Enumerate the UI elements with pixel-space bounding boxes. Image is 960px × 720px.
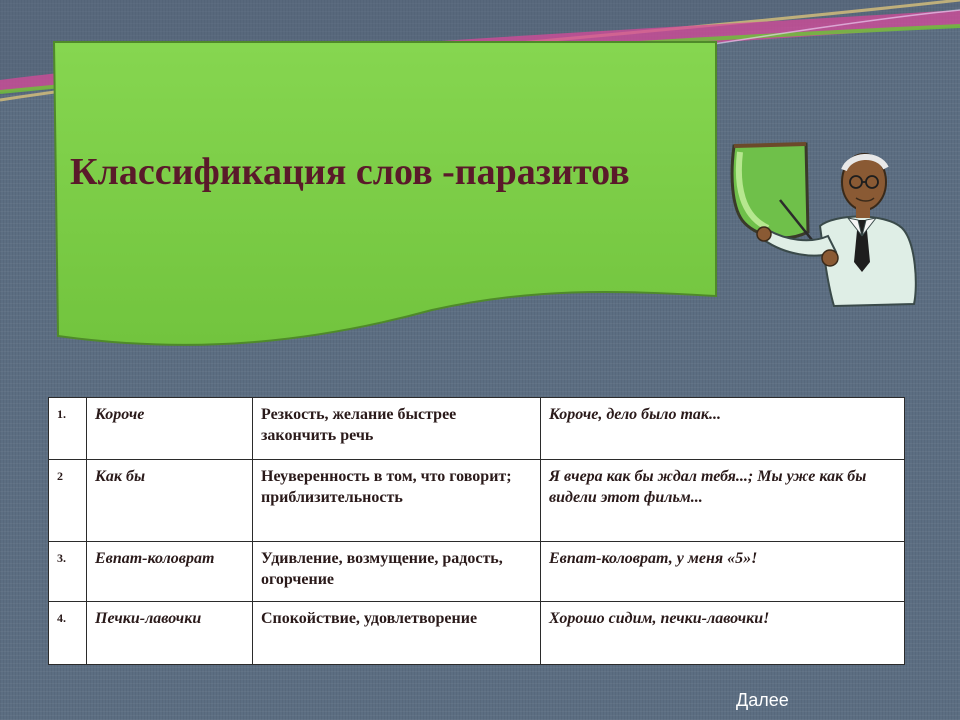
table-row xyxy=(49,398,905,460)
parasite-word: Как бы xyxy=(87,460,253,542)
usage-example: Короче, дело было так... xyxy=(541,398,905,460)
parasite-word: Евпат-коловрат xyxy=(87,542,253,602)
row-number: 3. xyxy=(49,542,87,602)
word-meaning: Удивление, возмущение, радость, огорчение xyxy=(253,542,541,602)
row-number: 4. xyxy=(49,602,87,665)
table-row xyxy=(49,602,905,665)
classification-table xyxy=(48,397,904,664)
parasite-word: Печки-лавочки xyxy=(87,602,253,665)
parasite-word: Короче xyxy=(87,398,253,460)
word-meaning: Неуверенность в том, что говорит; приблизительность xyxy=(253,460,541,542)
usage-example: Евпат-коловрат, у меня «5»! xyxy=(541,542,905,602)
row-number: 1. xyxy=(49,398,87,460)
next-link[interactable]: Далее xyxy=(736,690,789,710)
table-row xyxy=(49,460,905,542)
row-number: 2 xyxy=(49,460,87,542)
usage-example: Я вчера как бы ждал тебя...; Мы уже как бы видели этот фильм... xyxy=(541,460,905,542)
teacher-clipart-icon xyxy=(724,136,920,312)
usage-example: Хорошо сидим, печки-лавочки! xyxy=(541,602,905,665)
word-meaning: Резкость, желание быстрее закончить речь xyxy=(253,398,541,460)
slide-title: Классификация слов -паразитов xyxy=(70,151,630,193)
word-meaning: Спокойствие, удовлетворение xyxy=(253,602,541,665)
table-row xyxy=(49,542,905,602)
title-panel xyxy=(52,40,718,360)
